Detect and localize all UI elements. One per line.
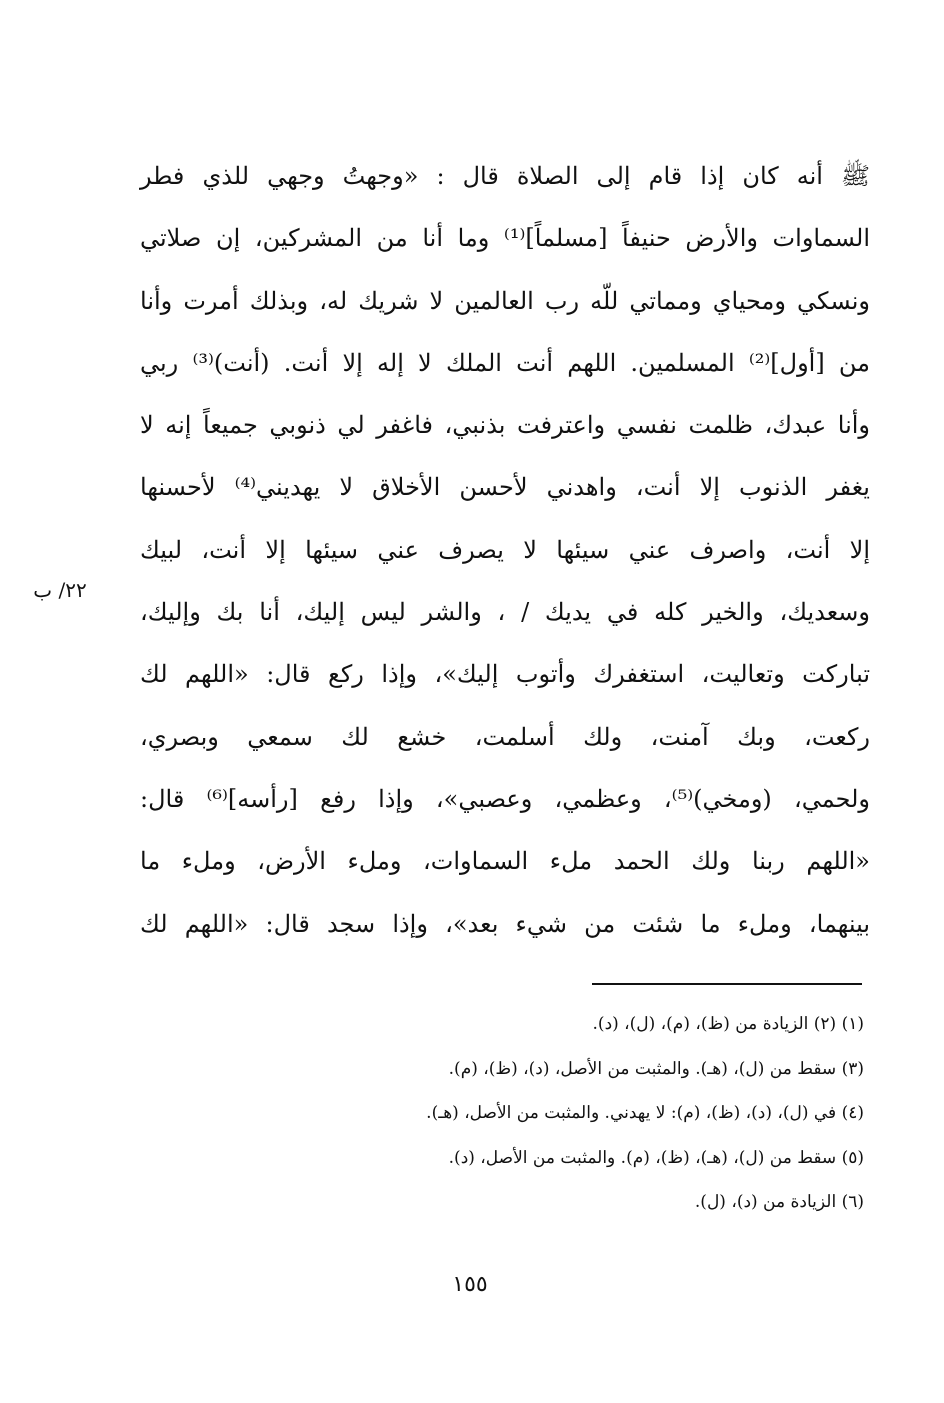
main-text-line: تباركت وتعاليت، استغفرك وأتوب إليك»، وإذا ركع قال: «اللهم لك <box>140 660 870 689</box>
main-text-block <box>140 145 870 955</box>
main-text-line: وسعديك، والخير كله في يديك / ، والشر ليس إليك، أنا بك وإليك، <box>140 598 870 627</box>
main-text-line: السماوات والأرض حنيفاً [مسلماً]⁽¹⁾ وما أنا من المشركين، إن صلاتي <box>140 224 870 253</box>
footnote-separator <box>592 983 862 985</box>
manuscript-folio-marker: ٢٢/ ب <box>33 578 87 602</box>
footnote: (٥) سقط من (ل)، (هـ)، (ظ)، (م). والمثبت من الأصل، (د). <box>448 1147 864 1168</box>
main-text-line: يغفر الذنوب إلا أنت، واهدني لأحسن الأخلاق لا يهديني⁽⁴⁾ لأحسنها <box>140 473 870 502</box>
footnotes-block <box>140 1002 864 1225</box>
main-text-line: ولحمي، (ومخي)⁽⁵⁾، وعظمي، وعصبي»، وإذا رفع [رأسه]⁽⁶⁾ قال: <box>140 784 870 813</box>
page-number: ١٥٥ <box>452 1272 488 1297</box>
main-text-line: إلا أنت، واصرف عني سيئها لا يصرف عني سيئها إلا أنت، لبيك <box>140 535 870 564</box>
footnote: (٤) في (ل)، (د)، (ظ)، (م): لا يهدني. والمثبت من الأصل، (هـ). <box>426 1103 864 1124</box>
main-text-line: ركعت، وبك آمنت، ولك أسلمت، خشع لك سمعي وبصري، <box>140 722 870 751</box>
main-text-line: ﷺ أنه كان إذا قام إلى الصلاة قال : «وجهتُ وجهي للذي فطر <box>140 162 870 190</box>
main-text-line: ونسكي ومحياي ومماتي للّه رب العالمين لا شريك له، وبذلك أمرت وأنا <box>140 286 870 315</box>
main-text-line: وأنا عبدك، ظلمت نفسي واعترفت بذنبي، فاغفر لي ذنوبي جميعاً إنه لا <box>140 411 870 440</box>
main-text-line: بينهما، وملء ما شئت من شيء بعد»، وإذا سجد قال: «اللهم لك <box>140 909 870 938</box>
footnote: (٦) الزيادة من (د)، (ل). <box>694 1192 864 1213</box>
footnote: (٣) سقط من (ل)، (هـ). والمثبت من الأصل، (د)، (ظ)، (م). <box>448 1058 864 1079</box>
main-text-line: «اللهم ربنا ولك الحمد ملء السماوات، وملء الأرض، وملء ما <box>140 847 870 876</box>
main-text-line: من [أول]⁽²⁾ المسلمين. اللهم أنت الملك لا إله إلا أنت. (أنت)⁽³⁾ ربي <box>140 348 871 377</box>
footnote: (١) (٢) الزيادة من (ظ)، (م)، (ل)، (د). <box>592 1014 864 1034</box>
